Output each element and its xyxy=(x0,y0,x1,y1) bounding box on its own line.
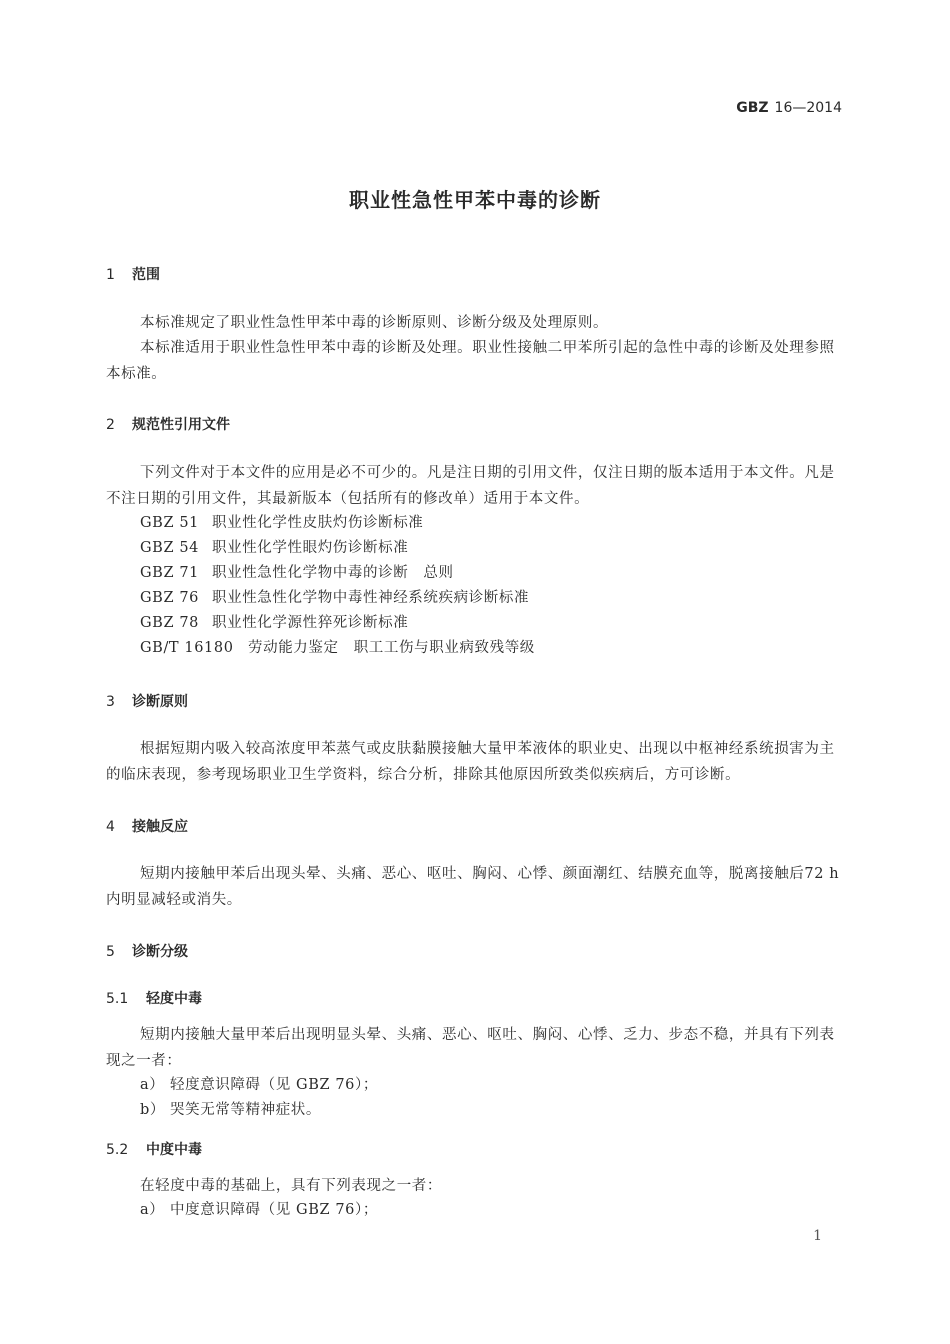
reference-item xyxy=(140,586,529,607)
section-number: 1 xyxy=(106,267,115,283)
reference-item xyxy=(140,511,423,532)
section-4-heading xyxy=(106,816,188,836)
subsection-5-2-paragraph-1: 在轻度中毒的基础上，具有下列表现之一者： xyxy=(140,1178,442,1194)
list-item-text: 哭笑无常等精神症状。 xyxy=(170,1102,321,1118)
list-item-label: a） xyxy=(140,1077,165,1093)
reference-code: GBZ 71 xyxy=(140,565,199,581)
list-item xyxy=(140,1073,378,1094)
reference-item xyxy=(140,536,408,557)
section-number: 5.1 xyxy=(106,991,129,1007)
section-title: 接触反应 xyxy=(132,819,188,835)
section-3-heading xyxy=(106,691,188,711)
section-1-heading xyxy=(106,264,160,284)
reference-code: GBZ 76 xyxy=(140,590,199,606)
list-item-text: 轻度意识障碍（见 GBZ 76）； xyxy=(170,1077,378,1093)
document-title: 职业性急性甲苯中毒的诊断 xyxy=(349,188,601,212)
list-item xyxy=(140,1098,321,1119)
standard-code-header xyxy=(736,100,842,116)
reference-title: 劳动能力鉴定 职工工伤与职业病致残等级 xyxy=(248,640,535,656)
subsection-5-1-paragraph-1: 短期内接触大量甲苯后出现明显头晕、头痛、恶心、呕吐、胸闷、心悸、乏力、步态不稳，并具有下列表现之一者： xyxy=(106,1027,835,1069)
section-title: 范围 xyxy=(132,267,160,283)
reference-code: GBZ 78 xyxy=(140,615,199,631)
section-4-paragraph-1: 短期内接触甲苯后出现头晕、头痛、恶心、呕吐、胸闷、心悸、颜面潮红、结膜充血等，脱离接触后72 h 内明显减轻或消失。 xyxy=(106,866,840,908)
reference-code: GB/T 16180 xyxy=(140,640,234,656)
section-number: 5 xyxy=(106,944,115,960)
section-2-paragraph-1: 下列文件对于本文件的应用是必不可少的。凡是注日期的引用文件，仅注日期的版本适用于本文件。凡是不注日期的引用文件，其最新版本（包括所有的修改单）适用于本文件。 xyxy=(106,465,835,507)
reference-item xyxy=(140,561,454,582)
reference-title: 职业性急性化学物中毒性神经系统疾病诊断标准 xyxy=(212,590,530,606)
subsection-5-2-heading xyxy=(106,1139,202,1159)
standard-number: 16—2014 xyxy=(774,100,842,116)
section-5-heading xyxy=(106,941,188,961)
page-number: 1 xyxy=(813,1228,822,1244)
reference-title: 职业性化学性眼灼伤诊断标准 xyxy=(212,540,409,556)
section-3-paragraph-1: 根据短期内吸入较高浓度甲苯蒸气或皮肤黏膜接触大量甲苯液体的职业史、出现以中枢神经系统损害为主的临床表现，参考现场职业卫生学资料，综合分析，排除其他原因所致类似疾病后，方可诊断。 xyxy=(106,741,835,783)
list-item-text: 中度意识障碍（见 GBZ 76）； xyxy=(170,1202,378,1218)
reference-code: GBZ 54 xyxy=(140,540,199,556)
reference-item xyxy=(140,636,535,657)
section-title: 诊断分级 xyxy=(132,944,188,960)
reference-title: 职业性急性化学物中毒的诊断 总则 xyxy=(212,565,454,581)
section-title: 规范性引用文件 xyxy=(132,417,230,433)
section-number: 2 xyxy=(106,417,115,433)
list-item-label: b） xyxy=(140,1102,165,1118)
list-item-label: a） xyxy=(140,1202,165,1218)
section-title: 轻度中毒 xyxy=(146,991,202,1007)
section-2-heading xyxy=(106,414,230,434)
subsection-5-1-heading xyxy=(106,988,202,1008)
reference-title: 职业性化学源性猝死诊断标准 xyxy=(212,615,409,631)
reference-code: GBZ 51 xyxy=(140,515,199,531)
section-title: 诊断原则 xyxy=(132,694,188,710)
section-number: 5.2 xyxy=(106,1142,129,1158)
section-1-paragraph-2: 本标准适用于职业性急性甲苯中毒的诊断及处理。职业性接触二甲苯所引起的急性中毒的诊断及处理参照本标准。 xyxy=(106,340,835,382)
section-title: 中度中毒 xyxy=(146,1142,202,1158)
section-number: 3 xyxy=(106,694,115,710)
standard-code: GBZ xyxy=(736,100,769,116)
reference-title: 职业性化学性皮肤灼伤诊断标准 xyxy=(212,515,424,531)
section-number: 4 xyxy=(106,819,115,835)
reference-item xyxy=(140,611,408,632)
list-item xyxy=(140,1198,378,1219)
section-1-paragraph-1: 本标准规定了职业性急性甲苯中毒的诊断原则、诊断分级及处理原则。 xyxy=(140,315,609,331)
